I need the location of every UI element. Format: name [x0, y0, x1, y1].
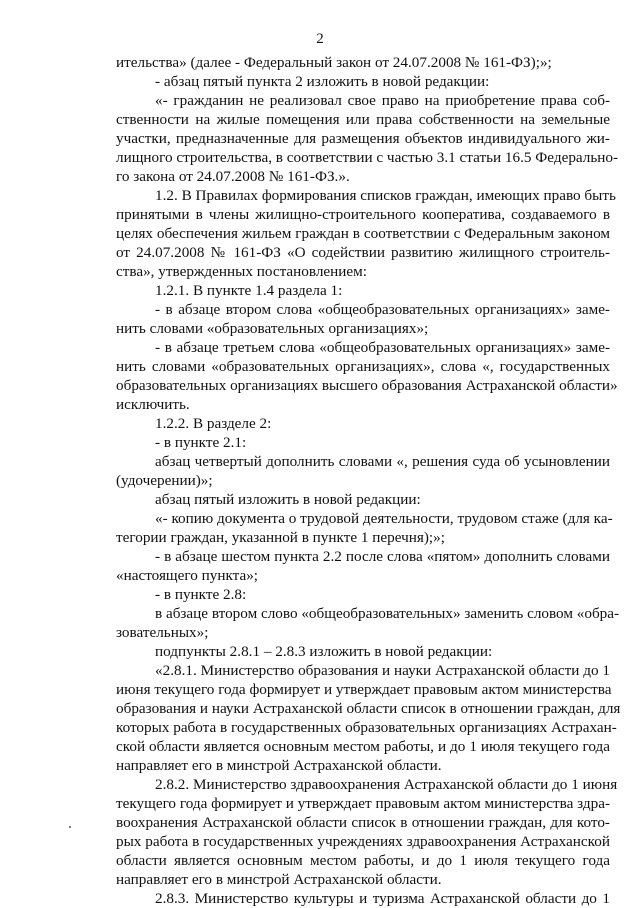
text-line: образования и науки Астраханской области список в отношении граждан, для	[116, 700, 621, 717]
text-line: абзац пятый изложить в новой редакции:	[155, 491, 421, 508]
text-line: направляет его в минстрой Астраханской области.	[116, 757, 442, 774]
text-line: «- копию документа о трудовой деятельности, трудовом стаже (для ка-	[155, 510, 613, 527]
text-line: ительства» (далее - Федеральный закон от 24.07.2008 № 161-ФЗ);»;	[116, 54, 552, 71]
text-line: «2.8.1. Министерство образования и науки Астраханской области до 1	[155, 662, 610, 679]
text-line: исключить.	[116, 396, 190, 413]
text-line: 1.2.1. В пункте 1.4 раздела 1:	[155, 282, 343, 299]
text-line: - в абзаце шестом пункта 2.2 после слова «пятом» дополнить словами	[155, 548, 610, 565]
text-line: в абзаце втором слово «общеобразовательных» заменить словом «обра-	[155, 605, 620, 622]
text-line: - в пункте 2.8:	[155, 586, 247, 603]
text-line: 2.8.3. Министерство культуры и туризма Астраханской области до 1	[155, 890, 610, 907]
text-line: лищного строительства, в соответствии с частью 3.1 статьи 16.5 Федерально-	[116, 149, 619, 166]
text-line: которых работа в государственных образовательных организациях Астрахан-	[116, 719, 617, 736]
scan-speck	[69, 826, 71, 828]
text-line: ственности на жилые помещения или права собственности на земельные	[116, 111, 610, 128]
text-line: ской области является основным местом работы, и до 1 июля текущего года	[116, 738, 610, 755]
text-line: текущего года формирует и утверждает правовым актом министерства здра-	[116, 795, 610, 812]
text-line: нить словами «образовательных организациях»;	[116, 320, 429, 337]
text-line: зовательных»;	[116, 624, 209, 641]
text-line: нить словами «образовательных организациях», слова «, государственных	[116, 358, 610, 375]
text-line: воохранения Астраханской области список в отношении граждан, для кото-	[116, 814, 610, 831]
text-line: от 24.07.2008 № 161-ФЗ «О содействии развитию жилищного строитель-	[116, 244, 610, 261]
text-line: «- гражданин не реализовал свое право на приобретение права соб-	[155, 92, 610, 109]
text-line: подпункты 2.8.1 – 2.8.3 изложить в новой редакции:	[155, 643, 493, 660]
text-line: участки, предназначенные для размещения объектов индивидуального жи-	[116, 130, 610, 147]
text-line: «настоящего пункта»;	[116, 567, 259, 584]
text-line: образовательных организациях высшего образования Астраханской области»	[116, 377, 618, 394]
text-line: - абзац пятый пункта 2 изложить в новой редакции:	[155, 73, 490, 90]
text-line: го закона от 24.07.2008 № 161-ФЗ.».	[116, 168, 350, 185]
page-number: 2	[316, 31, 324, 47]
text-line: принятыми в члены жилищно-строительного кооператива, создаваемого в	[116, 206, 610, 223]
text-line: - в абзаце третьем слова «общеобразовательных организациях» заме-	[155, 339, 610, 356]
text-line: - в абзаце втором слова «общеобразовательных организациях» заме-	[155, 301, 610, 318]
text-line: тегории граждан, указанной в пункте 1 перечня);»;	[116, 529, 445, 546]
text-line: 2.8.2. Министерство здравоохранения Астраханской области до 1 июня	[155, 776, 618, 793]
text-line: 1.2.2. В разделе 2:	[155, 415, 272, 432]
text-line: абзац четвертый дополнить словами «, решения суда об усыновлении	[155, 453, 610, 470]
text-line: направляет его в минстрой Астраханской области.	[116, 871, 442, 888]
text-line: ства», утвержденных постановлением:	[116, 263, 367, 280]
text-line: рых работа в государственных учреждениях здравоохранения Астраханской	[116, 833, 610, 850]
text-line: июня текущего года формирует и утверждает правовым актом министерства	[116, 681, 612, 698]
text-line: целях обеспечения жильем граждан в соответствии с Федеральным законом	[116, 225, 610, 242]
text-line: 1.2. В Правилах формирования списков граждан, имеющих право быть	[155, 187, 616, 204]
text-line: - в пункте 2.1:	[155, 434, 247, 451]
text-line: области является основным местом работы, и до 1 июля текущего года	[116, 852, 610, 869]
text-line: (удочерении)»;	[116, 472, 213, 489]
